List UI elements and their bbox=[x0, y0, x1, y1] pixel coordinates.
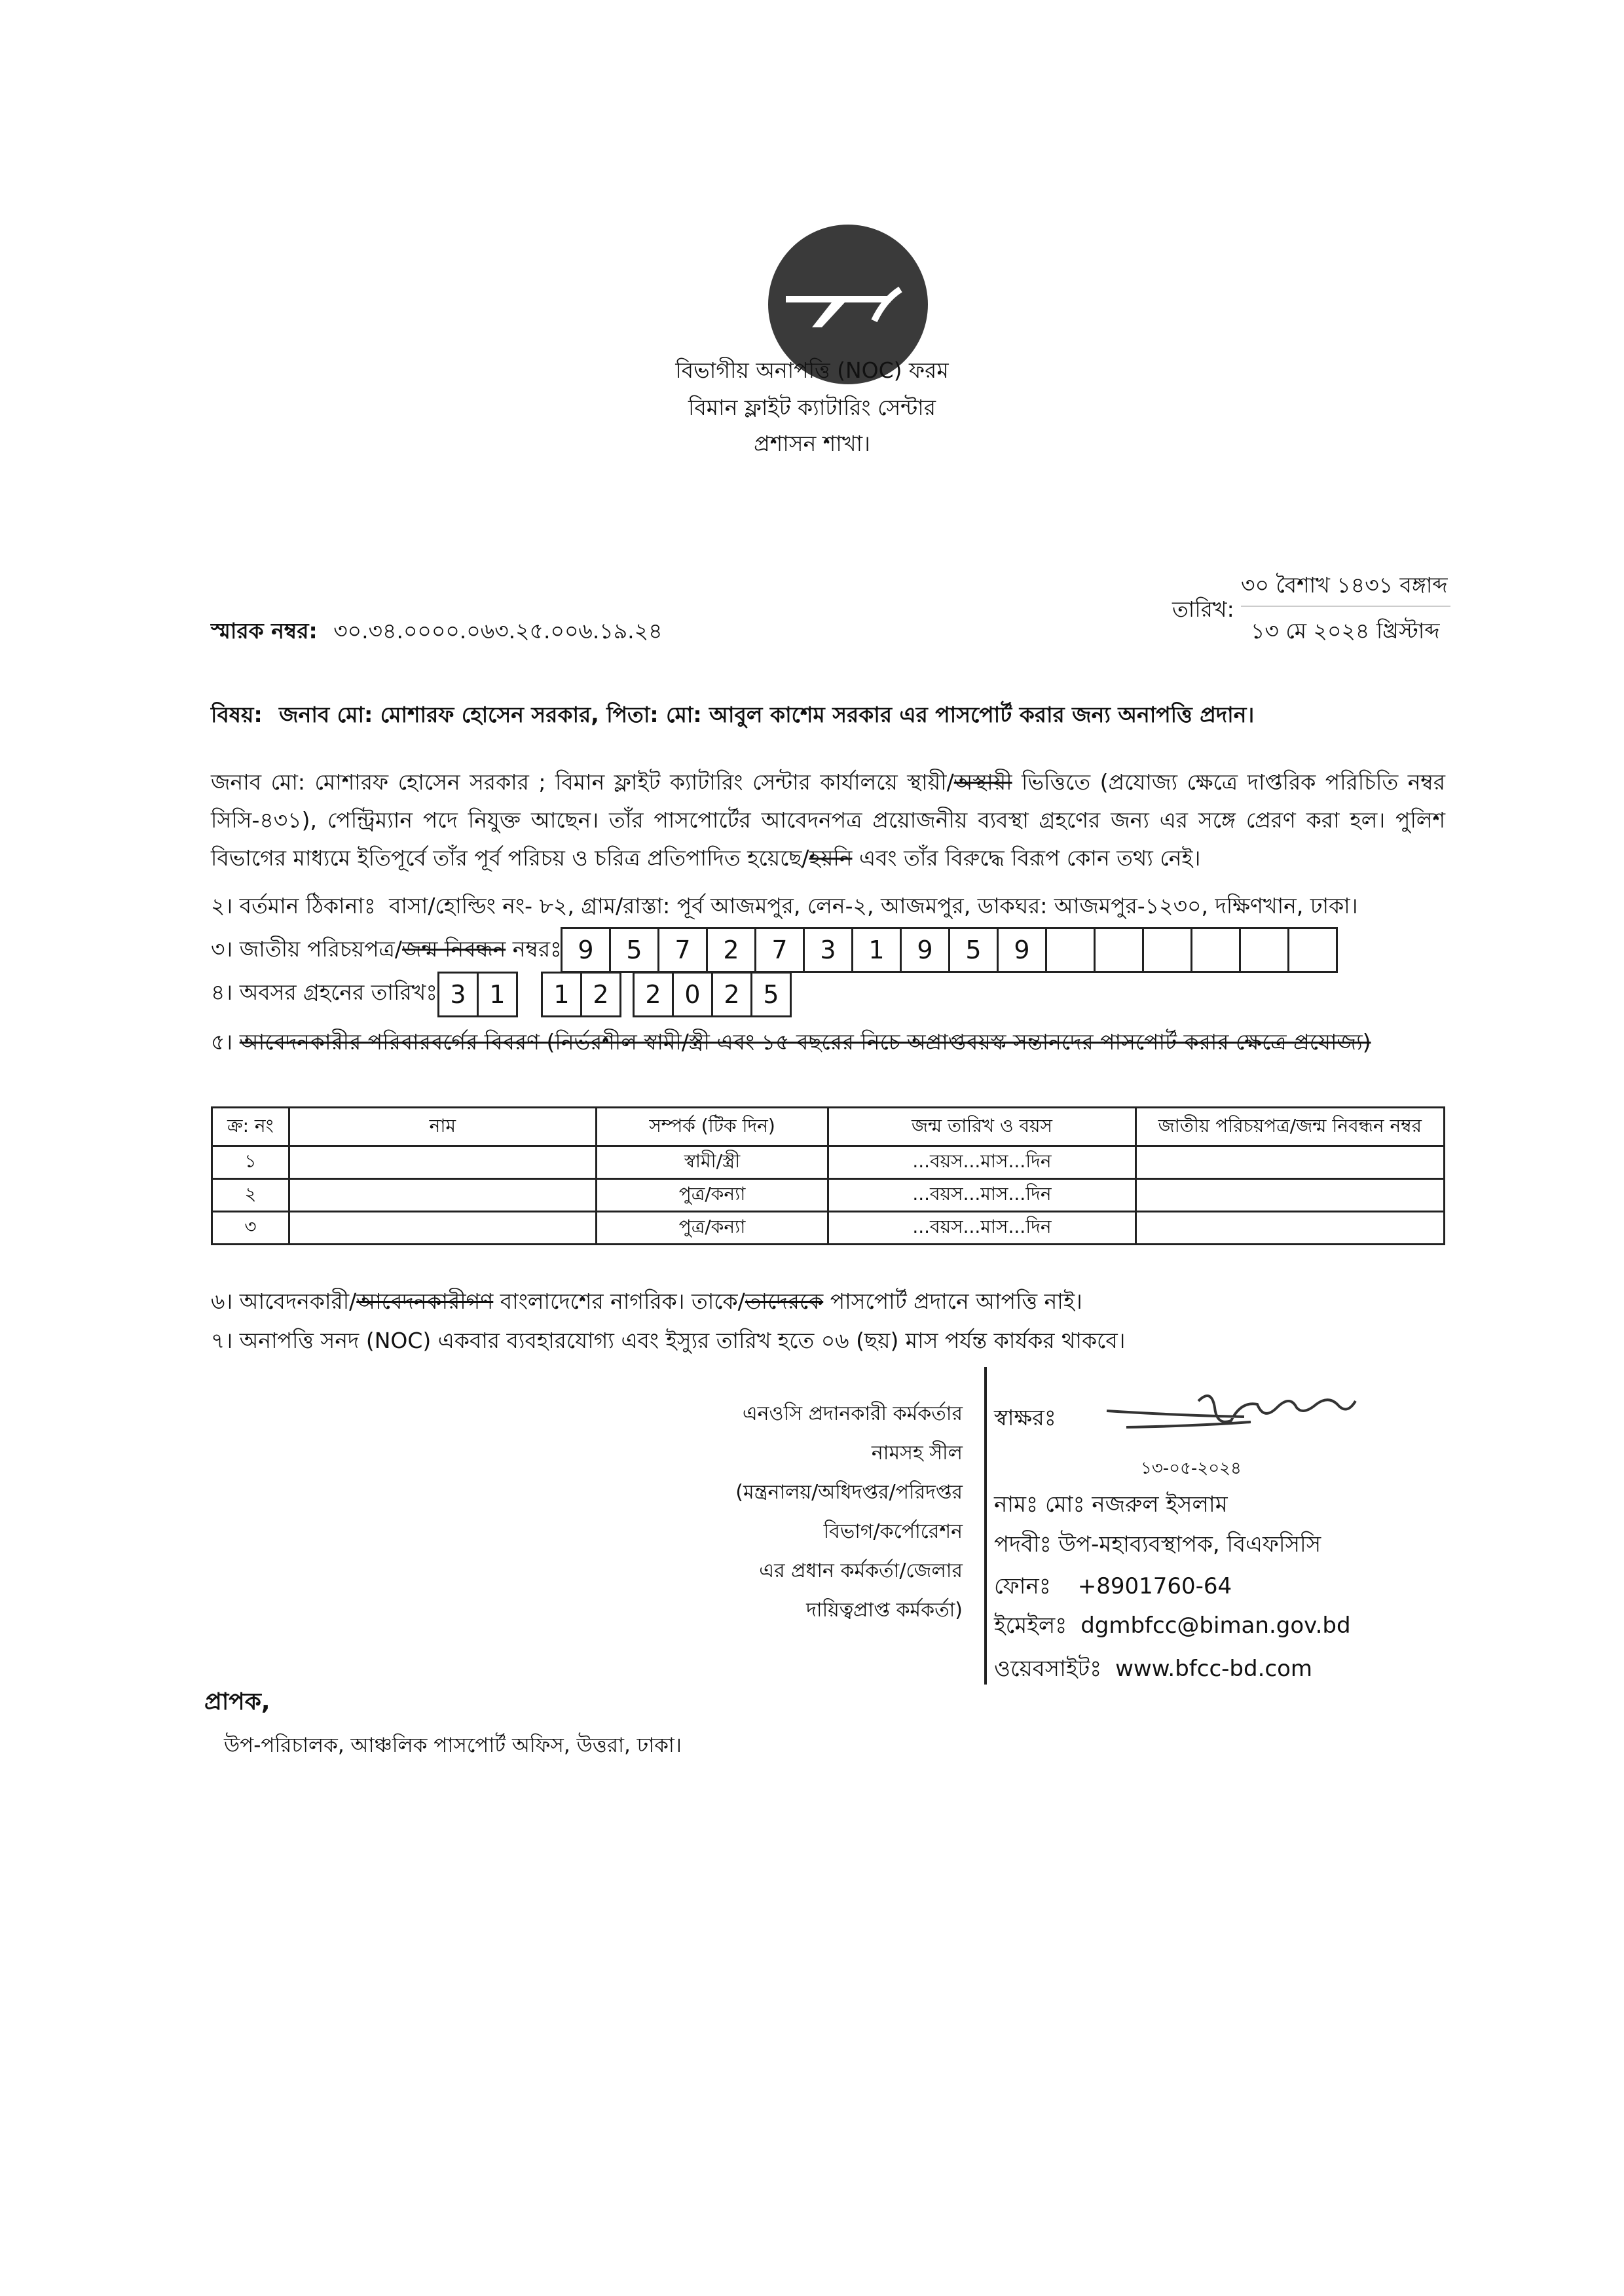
issuer-left-block bbox=[642, 1394, 963, 1630]
date-gregorian: ১৩ মে ২০২৪ খ্রিস্টাব্দ bbox=[1251, 618, 1440, 644]
nid-digit: 2 bbox=[708, 929, 756, 971]
item-6-strike-1: আবেদনকারীগণ bbox=[356, 1288, 494, 1314]
memo-line bbox=[211, 614, 663, 651]
nid-digit: 5 bbox=[611, 929, 659, 971]
col-header: জন্ম তারিখ ও বয়স bbox=[828, 1108, 1135, 1146]
nid-digit: 1 bbox=[853, 929, 902, 971]
table-cell bbox=[1135, 1146, 1444, 1179]
memo-number: ৩০.৩৪.০০০০.০৬৩.২৫.০০৬.১৯.২৪ bbox=[333, 618, 663, 644]
p1-part-b: ভিত্তিতে (প্রযোজ্য ক্ষেত্রে দাপ্তরিক পরিচিতি নম্বর সিসি-৪৩১), পেন্ট্রিম্যান পদে নিযুক্ত আছেন। তাঁর পাসপোর্টের আবেদনপত্র প্রয়োজনীয় ব্যবস্থা গ্রহণের জন্য এর সঙ্গে প্রেরণ করা হল। পুলিশ বিভাগের মাধ্যমে ইতিপূর্বে তাঁর পূর্ব পরিচয় ও চরিত্র প্রতিপাদিত হয়েছে/ bbox=[211, 769, 1445, 871]
subject-text: জনাব মো: মোশারফ হোসেন সরকার, পিতা: মো: আবুল কাশেম সরকার এর পাসপোর্ট করার জন্য অনাপত্তি প্রদান। bbox=[279, 702, 1255, 727]
p1-part-c: এবং তাঁর বিরুদ্ধে বিরূপ কোন তথ্য নেই। bbox=[852, 845, 1201, 871]
header-line-3: প্রশাসন শাখা। bbox=[754, 431, 870, 456]
table-cell bbox=[289, 1212, 596, 1245]
item-2-value: বাসা/হোল্ডিং নং- ৮২, গ্রাম/রাস্তা: পূর্ব আজমপুর, লেন-২, আজমপুর, ডাকঘর: আজমপুর-১২৩০, দক্ষিণখান, ঢাকা। bbox=[389, 893, 1358, 919]
issuer-left-line: নামসহ সীল bbox=[871, 1442, 963, 1465]
sign-date: ১৩-০৫-২০২৪ bbox=[1141, 1459, 1242, 1478]
table-header-row bbox=[212, 1108, 1445, 1146]
nid-digit: 3 bbox=[805, 929, 853, 971]
issuer-name: নামঃ মোঃ নজরুল ইসলাম bbox=[994, 1491, 1228, 1518]
item-6-part-a: ৬। আবেদনকারী/ bbox=[211, 1288, 357, 1314]
table-row bbox=[212, 1146, 1445, 1179]
nid-boxes bbox=[561, 927, 1338, 973]
retire-digit: 0 bbox=[674, 974, 713, 1015]
date-bangla: ৩০ বৈশাখ ১৪৩১ বঙ্গাব্দ bbox=[1241, 572, 1448, 598]
retire-month-boxes bbox=[541, 972, 621, 1017]
nid-digit: 7 bbox=[756, 929, 805, 971]
table-cell bbox=[289, 1179, 596, 1212]
issuer-left-line: এর প্রধান কর্মকর্তা/জেলার bbox=[759, 1559, 963, 1582]
item-6-strike-2: তাদেরকে bbox=[745, 1288, 824, 1314]
item-3-strike: জন্ম নিবন্ধন bbox=[401, 936, 506, 962]
table-row bbox=[212, 1212, 1445, 1245]
nid-digit: 9 bbox=[999, 929, 1047, 971]
col-header: ক্র: নং bbox=[212, 1108, 289, 1146]
p1-strike-1: অস্থায়ী bbox=[953, 769, 1012, 795]
table-row bbox=[212, 1179, 1445, 1212]
date-label: তারিখ: bbox=[1172, 596, 1234, 622]
table-cell: পুত্র/কন্যা bbox=[596, 1179, 828, 1212]
table-cell: স্বামী/স্ত্রী bbox=[596, 1146, 828, 1179]
item-3-part-a: ৩। জাতীয় পরিচয়পত্র/ bbox=[211, 936, 402, 962]
web-value[interactable]: www.bfcc-bd.com bbox=[1115, 1656, 1313, 1682]
nid-digit: 9 bbox=[902, 929, 950, 971]
table-cell bbox=[1135, 1212, 1444, 1245]
col-header: সম্পর্ক (টিক দিন) bbox=[596, 1108, 828, 1146]
item-7: ৭। অনাপত্তি সনদ (NOC) একবার ব্যবহারযোগ্য এবং ইস্যুর তারিখ হতে ০৬ (ছয়) মাস পর্যন্ত কার্যকর থাকবে। bbox=[211, 1328, 1126, 1353]
retire-digit: 3 bbox=[439, 974, 479, 1015]
item-2-address bbox=[211, 889, 1358, 926]
recipient-text: উপ-পরিচালক, আঞ্চলিক পাসপোর্ট অফিস, উত্তরা, ঢাকা। bbox=[224, 1734, 682, 1757]
date-divider bbox=[1241, 606, 1450, 607]
item-4-label: ৪। অবসর গ্রহনের তারিখঃ bbox=[211, 979, 437, 1005]
issuer-left-line: বিভাগ/কর্পোরেশন bbox=[823, 1520, 963, 1543]
item-5 bbox=[211, 1025, 1371, 1062]
header-line-2: বিমান ফ্লাইট ক্যাটারিং সেন্টার bbox=[688, 395, 936, 420]
table-cell: পুত্র/কন্যা bbox=[596, 1212, 828, 1245]
table-cell: ৩ bbox=[212, 1212, 289, 1245]
retire-digit: 2 bbox=[582, 974, 621, 1015]
issuer-left-line: দায়িত্বপ্রাপ্ত কর্মকর্তা) bbox=[806, 1599, 963, 1622]
memo-label: স্মারক নম্বর: bbox=[211, 618, 318, 644]
subject-label: বিষয়: bbox=[211, 702, 263, 727]
item-5-prefix: ৫। bbox=[211, 1029, 240, 1055]
retire-digit: 1 bbox=[479, 974, 518, 1015]
retire-digit: 1 bbox=[543, 974, 582, 1015]
table-cell: ...বয়স...মাস...দিন bbox=[828, 1146, 1135, 1179]
item-3-part-b: নম্বরঃ bbox=[506, 936, 562, 962]
retire-day-boxes bbox=[437, 972, 518, 1017]
issuer-right-block bbox=[994, 1401, 1056, 1438]
item-3-label bbox=[211, 932, 562, 969]
signature-divider bbox=[984, 1367, 987, 1685]
body-paragraph bbox=[211, 763, 1445, 877]
retire-digit: 5 bbox=[752, 974, 792, 1015]
recipient-label: প্রাপক, bbox=[204, 1688, 270, 1715]
retire-year-boxes bbox=[633, 972, 792, 1017]
phone-label: ফোনঃ bbox=[994, 1573, 1051, 1599]
table-cell: ...বয়স...মাস...দিন bbox=[828, 1179, 1135, 1212]
nid-digit bbox=[1192, 929, 1241, 971]
table-cell: ২ bbox=[212, 1179, 289, 1212]
p1-part-a: জনাব মো: মোশারফ হোসেন সরকার ; বিমান ফ্লাইট ক্যাটারিং সেন্টার কার্যালয়ে স্থায়ী/ bbox=[211, 769, 954, 795]
header-line-1: বিভাগীয় অনাপত্তি (NOC) ফরম bbox=[675, 357, 949, 383]
table-cell: ...বয়স...মাস...দিন bbox=[828, 1212, 1135, 1245]
web-label: ওয়েবসাইটঃ bbox=[994, 1656, 1102, 1682]
retire-digit: 2 bbox=[713, 974, 752, 1015]
issuer-left-line: (মন্ত্রনালয়/অধিদপ্তর/পরিদপ্তর bbox=[735, 1481, 963, 1504]
phone-value: +8901760-64 bbox=[1077, 1573, 1232, 1599]
item-6-part-c: পাসপোর্ট প্রদানে আপত্তি নাই। bbox=[823, 1288, 1082, 1314]
table-cell: ১ bbox=[212, 1146, 289, 1179]
nid-digit bbox=[1289, 929, 1338, 971]
item-6 bbox=[211, 1285, 1082, 1321]
email-label: ইমেইলঃ bbox=[994, 1613, 1067, 1639]
family-table bbox=[211, 1106, 1445, 1245]
nid-digit bbox=[1241, 929, 1289, 971]
issuer-email bbox=[994, 1609, 1351, 1646]
nid-digit: 7 bbox=[659, 929, 708, 971]
issuer-website bbox=[994, 1652, 1312, 1689]
issuer-left-line: এনওসি প্রদানকারী কর্মকর্তার bbox=[742, 1402, 963, 1425]
col-header: জাতীয় পরিচয়পত্র/জন্ম নিবন্ধন নম্বর bbox=[1135, 1108, 1444, 1146]
nid-digit bbox=[1096, 929, 1144, 971]
issuer-phone bbox=[994, 1569, 1232, 1607]
subject-line bbox=[211, 698, 1254, 735]
sign-label: স্বাক্ষরঃ bbox=[994, 1405, 1056, 1431]
signature bbox=[1100, 1375, 1375, 1447]
nid-digit bbox=[1047, 929, 1096, 971]
nid-digit: 5 bbox=[950, 929, 999, 971]
retire-digit: 2 bbox=[635, 974, 674, 1015]
col-header: নাম bbox=[289, 1108, 596, 1146]
issuer-designation: পদবীঃ উপ-মহাব্যবস্থাপক, বিএফসিসি bbox=[994, 1531, 1321, 1558]
nid-digit bbox=[1144, 929, 1192, 971]
item-6-part-b: বাংলাদেশের নাগরিক। তাকে/ bbox=[493, 1288, 745, 1314]
email-value[interactable]: dgmbfcc@biman.gov.bd bbox=[1080, 1613, 1351, 1639]
item-5-strike: আবেদনকারীর পরিবারবর্গের বিবরণ (নির্ভরশীল স্বামী/স্ত্রী এবং ১৫ বছরের নিচে অপ্রাপ্তবয়স্ক সন্তানদের পাসপোর্ট করার ক্ষেত্রে প্রযোজ্য) bbox=[239, 1029, 1371, 1055]
item-2-label: ২। বর্তমান ঠিকানাঃ bbox=[211, 893, 376, 919]
p1-strike-2: হয়নি bbox=[809, 845, 853, 871]
nid-digit: 9 bbox=[563, 929, 611, 971]
table-cell bbox=[1135, 1179, 1444, 1212]
table-cell bbox=[289, 1146, 596, 1179]
